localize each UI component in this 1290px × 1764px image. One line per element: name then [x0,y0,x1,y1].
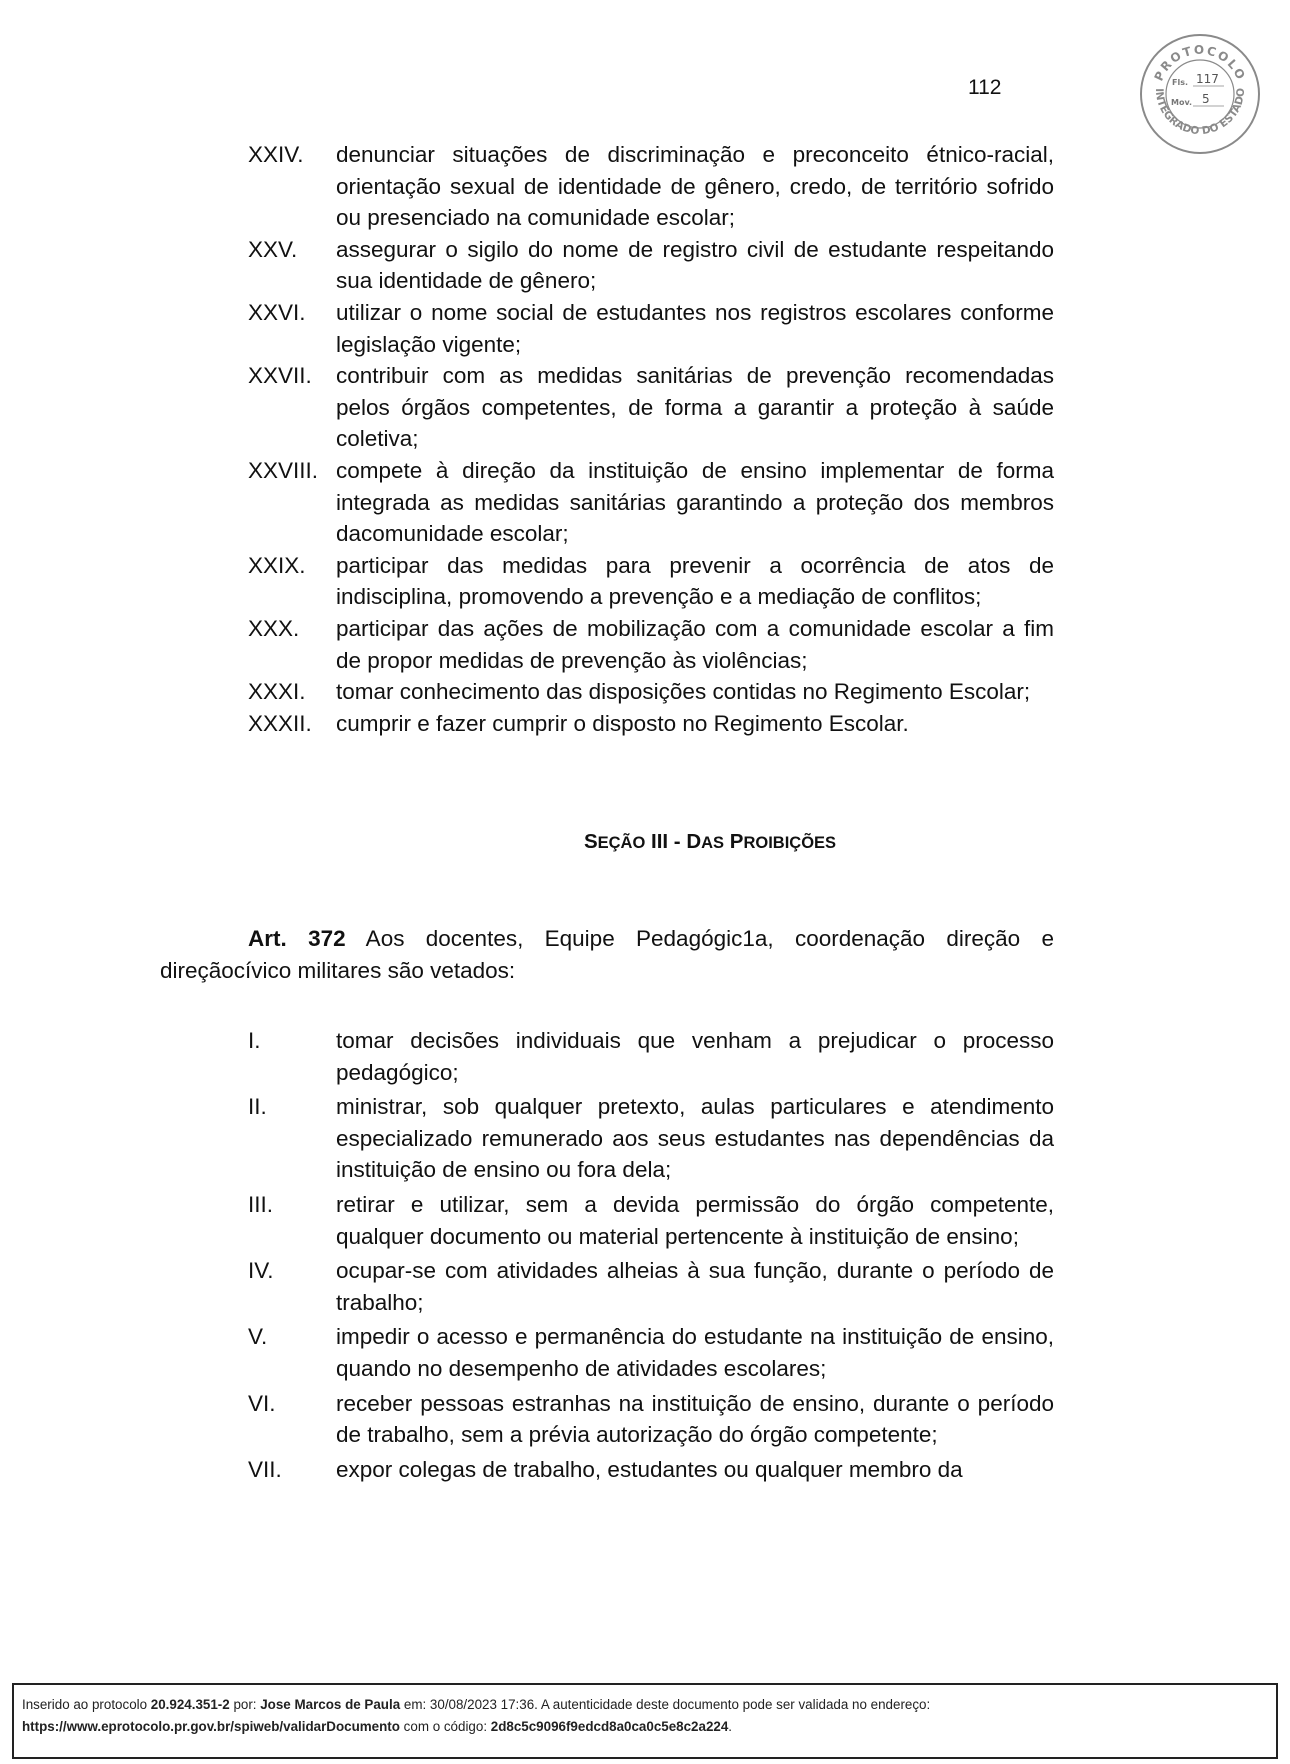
list-item [248,139,1054,234]
stamp-fls-label: Fls. [1172,78,1189,87]
validation-footer [12,1683,1278,1759]
item-number: VII. [248,1456,282,1482]
page-number: 112 [968,76,1002,99]
item-text: impedir o acesso e permanência do estudante na instituição de ensino, quando no desempenho de atividades escolares; [336,1324,1054,1381]
item-number: XXV. [248,236,298,262]
list-item [248,1091,1054,1186]
footer-line-2 [22,1716,1268,1738]
section-title-part: EÇÃO [597,834,646,852]
item-text: contribuir com as medidas sanitárias de prevenção recomendadas pelos órgãos competentes, de forma a garantir a proteção à saúde coletiva; [336,363,1054,452]
section-title [160,830,1260,854]
item-number: XXVIII. [248,457,319,483]
item-number: XXIV. [248,142,304,167]
item-text: assegurar o sigilo do nome de registro civil de estudante respeitando sua identidade de gênero; [336,236,1054,294]
item-number: V. [248,1324,268,1350]
stamp-mov-value: 5 [1202,92,1210,106]
validation-url-link[interactable]: https://www.eprotocolo.pr.gov.br/spiweb/validarDocumento [22,1719,400,1734]
list-item [248,613,1054,676]
list-item [248,455,1054,550]
section-title-part: S [583,830,598,853]
item-number: XXXI. [248,679,306,705]
article-paragraph [160,923,1054,986]
item-text: tomar decisões individuais que venham a prejudicar o processo pedagógico; [336,1028,1054,1085]
item-text: receber pessoas estranhas na instituição de ensino, durante o período de trabalho, sem a prévia autorização do órgão competente; [336,1390,1054,1448]
validation-code: 2d8c5c9096f9edcd8a0ca0c5e8c2a224 [490,1719,729,1734]
section-title-part: D [686,830,702,853]
stamp-fls-value: 117 [1196,72,1219,86]
item-number: XXVI. [248,299,306,325]
section-title-part: III - [645,830,687,853]
item-text: retirar e utilizar, sem a devida permissão do órgão competente, qualquer documento ou material pertencente à instituição de ensino; [336,1191,1054,1249]
list-item [248,550,1054,613]
list-item [248,1255,1054,1318]
item-text: participar das medidas para prevenir a ocorrência de atos de indisciplina, promovendo a prevenção e a mediação de conflitos; [336,552,1054,610]
section-title-part: AS [701,834,725,852]
footer-line-1 [22,1694,1268,1716]
list-item [248,1321,1054,1384]
item-number: XXVII. [248,363,312,389]
item-number: II. [248,1094,267,1120]
stamp-bottom-text: INTEGRADO DO ESTADO [1152,87,1248,138]
section-title-part: P [729,830,744,853]
item-number: IV. [248,1258,274,1284]
footer-text: . [728,1719,733,1734]
item-number: XXX. [248,615,300,641]
stamp-top-text: PROTOCOLO [1151,43,1249,84]
protocol-number: 20.924.351-2 [150,1697,230,1712]
list-item [248,1388,1054,1451]
item-text: utilizar o nome social de estudantes nos registros escolares conforme legislação vigente; [336,299,1054,357]
protocol-stamp [1138,32,1262,156]
item-number: III. [248,1191,274,1217]
item-text: compete à direção da instituição de ensino implementar de forma integrada as medidas sanitárias garantindo a proteção dos membros dacomunidade escolar; [336,457,1054,547]
svg-text:INTEGRADO DO ESTADO [1153,88,1247,138]
item-number: I. [248,1028,261,1053]
footer-text: em: 30/08/2023 17:36. A autenticidade deste documento pode ser validada no endereço: [400,1697,931,1712]
prohibitions-list [248,1025,1054,1488]
list-item [248,1189,1054,1252]
item-text: participar das ações de mobilização com a comunidade escolar a fim de propor medidas de prevenção às violências; [336,615,1054,673]
list-item [248,1454,1054,1486]
article-text: Aos docentes, Equipe Pedagógic1a, coordenação direção e direçãocívico militares são vetados: [160,926,1054,983]
item-number: VI. [248,1390,276,1416]
list-item [248,297,1054,360]
author-name: Jose Marcos de Paula [260,1697,401,1712]
list-item [248,360,1054,455]
stamp-mov-label: Mov. [1171,98,1193,107]
list-item [248,1025,1054,1088]
article-label: Art. 372 [248,926,346,951]
section-title-part: ROIBIÇÕES [743,834,837,852]
footer-text: por: [229,1697,261,1712]
duties-list-continued [248,139,1054,739]
footer-text: Inserido ao protocolo [22,1697,151,1712]
item-number: XXIX. [248,552,306,578]
list-item [248,708,1054,740]
item-text: ministrar, sob qualquer pretexto, aulas particulares e atendimento especializado remunerado aos seus estudantes nas dependências da instituição de ensino ou fora dela; [336,1094,1054,1183]
list-item [248,676,1054,708]
item-text: expor colegas de trabalho, estudantes ou qualquer membro da [336,1456,963,1482]
item-text: cumprir e fazer cumprir o disposto no Regimento Escolar. [336,710,909,736]
footer-text: com o código: [399,1719,491,1734]
list-item [248,234,1054,297]
item-text: tomar conhecimento das disposições contidas no Regimento Escolar; [336,679,1031,705]
item-text: ocupar-se com atividades alheias à sua função, durante o período de trabalho; [336,1258,1054,1315]
item-text: denunciar situações de discriminação e preconceito étnico-racial, orientação sexual de identidade de gênero, credo, de território sofrido ou presenciado na comunidade escolar; [336,142,1054,231]
item-number: XXXII. [248,710,312,736]
